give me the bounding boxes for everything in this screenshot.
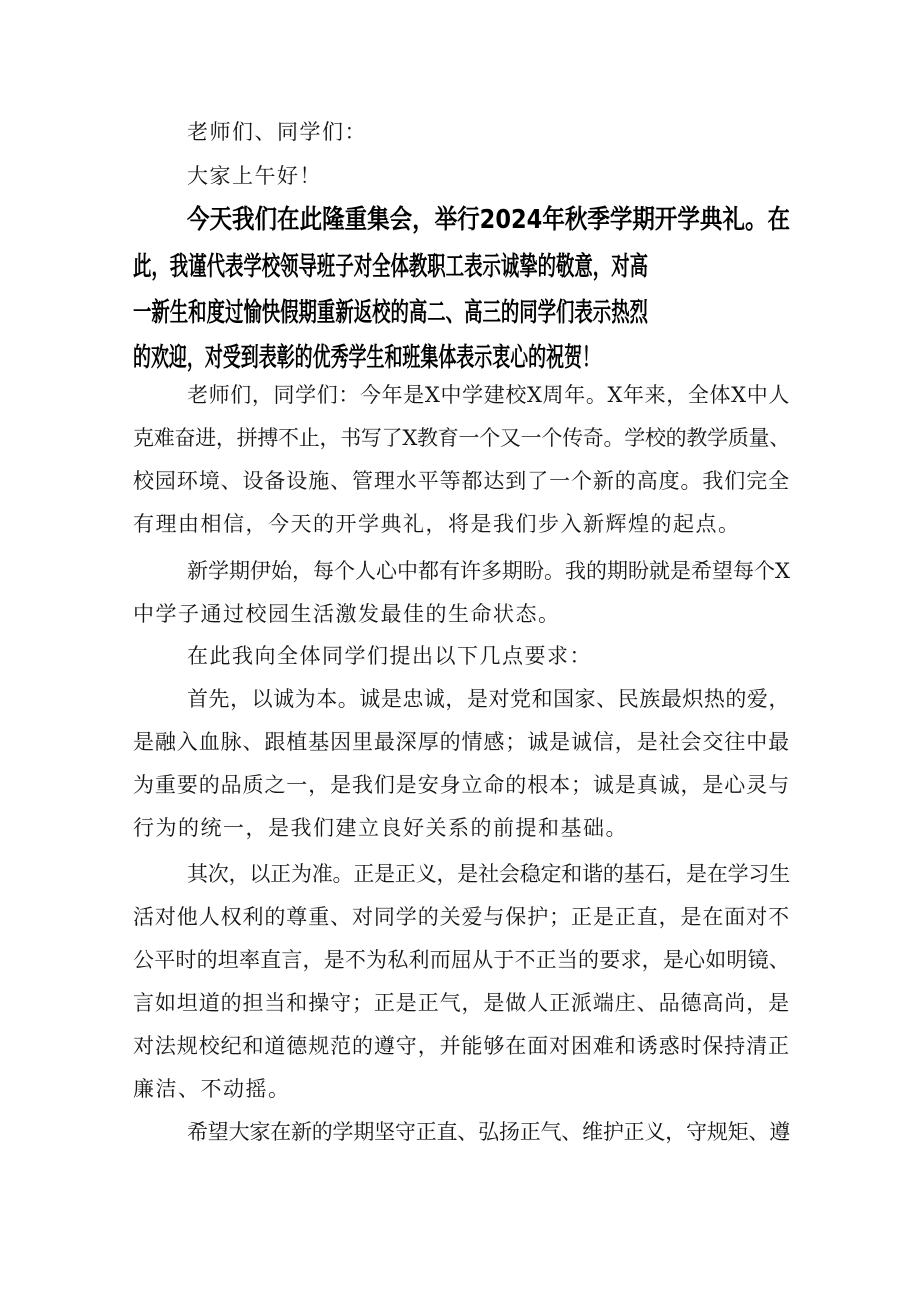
anniversary-paragraph-line-4: 有理由相信，今天的开学典礼，将是我们步入新辉煌的起点。 (133, 512, 741, 536)
opening-paragraph-line-4: 的欢迎，对受到表彰的优秀学生和班集体表示衷心的祝贺！ (133, 343, 600, 373)
righteousness-paragraph-line-4: 言如坦道的担当和操守；正是正气，是做人正派端庄、品德高尚，是 (133, 991, 790, 1015)
expectation-paragraph-line-2: 中学子通过校园生活激发最佳的生命状态。 (133, 602, 561, 626)
opening-paragraph-line-1: 今天我们在此隆重集会，举行2024年秋季学期开学典礼。在 (187, 205, 790, 235)
righteousness-paragraph-line-5: 对法规校纪和道德规范的遵守，并能够在面对困难和诱惑时保持清正 (133, 1034, 790, 1058)
sincerity-paragraph-line-4: 行为的统一，是我们建立良好关系的前提和基础。 (133, 816, 628, 840)
righteousness-paragraph-line-1: 其次，以正为准。正是正义，是社会稳定和谐的基石，是在学习生 (187, 862, 790, 886)
righteousness-paragraph-line-2: 活对他人权利的尊重、对同学的关爱与保护；正是正直，是在面对不 (133, 905, 790, 929)
salutation-line: 老师们、同学们： (187, 120, 367, 144)
sincerity-paragraph-line-2: 是融入血脉、跟植基因里最深厚的情感；诚是诚信，是社会交往中最 (133, 730, 790, 754)
opening-paragraph-line-2: 此，我谨代表学校领导班子对全体教职工表示诚挚的敬意，对高 (133, 252, 648, 282)
righteousness-paragraph-line-6: 廉洁、不动摇。 (133, 1077, 291, 1101)
anniversary-paragraph-line-2: 克难奋进，拼搏不止，书写了X教育一个又一个传奇。学校的教学质量、 (133, 426, 790, 450)
sincerity-paragraph-line-1: 首先，以诚为本。诚是忠诚，是对党和国家、民族最炽热的爱， (187, 687, 790, 711)
sincerity-paragraph-line-3: 为重要的品质之一，是我们是安身立命的根本；诚是真诚，是心灵与 (133, 773, 790, 797)
closing-paragraph-line-1: 希望大家在新的学期坚守正直、弘扬正气、维护正义，守规矩、遵 (187, 1120, 790, 1144)
greeting-line: 大家上午好！ (187, 164, 322, 188)
requirements-intro-line: 在此我向全体同学们提出以下几点要求： (187, 644, 592, 668)
opening-paragraph-line-3: 一新生和度过愉快假期重新返校的高二、高三的同学们表示热烈 (133, 298, 648, 328)
righteousness-paragraph-line-3: 公平时的坦率直言，是不为私利而屈从于不正当的要求，是心如明镜、 (133, 948, 790, 972)
anniversary-paragraph-line-1: 老师们，同学们：今年是X中学建校X周年。X年来，全体X中人 (187, 383, 790, 407)
anniversary-paragraph-line-3: 校园环境、设备设施、管理水平等都达到了一个新的高度。我们完全 (133, 469, 790, 493)
expectation-paragraph-line-1: 新学期伊始，每个人心中都有许多期盼。我的期盼就是希望每个X (187, 559, 790, 583)
